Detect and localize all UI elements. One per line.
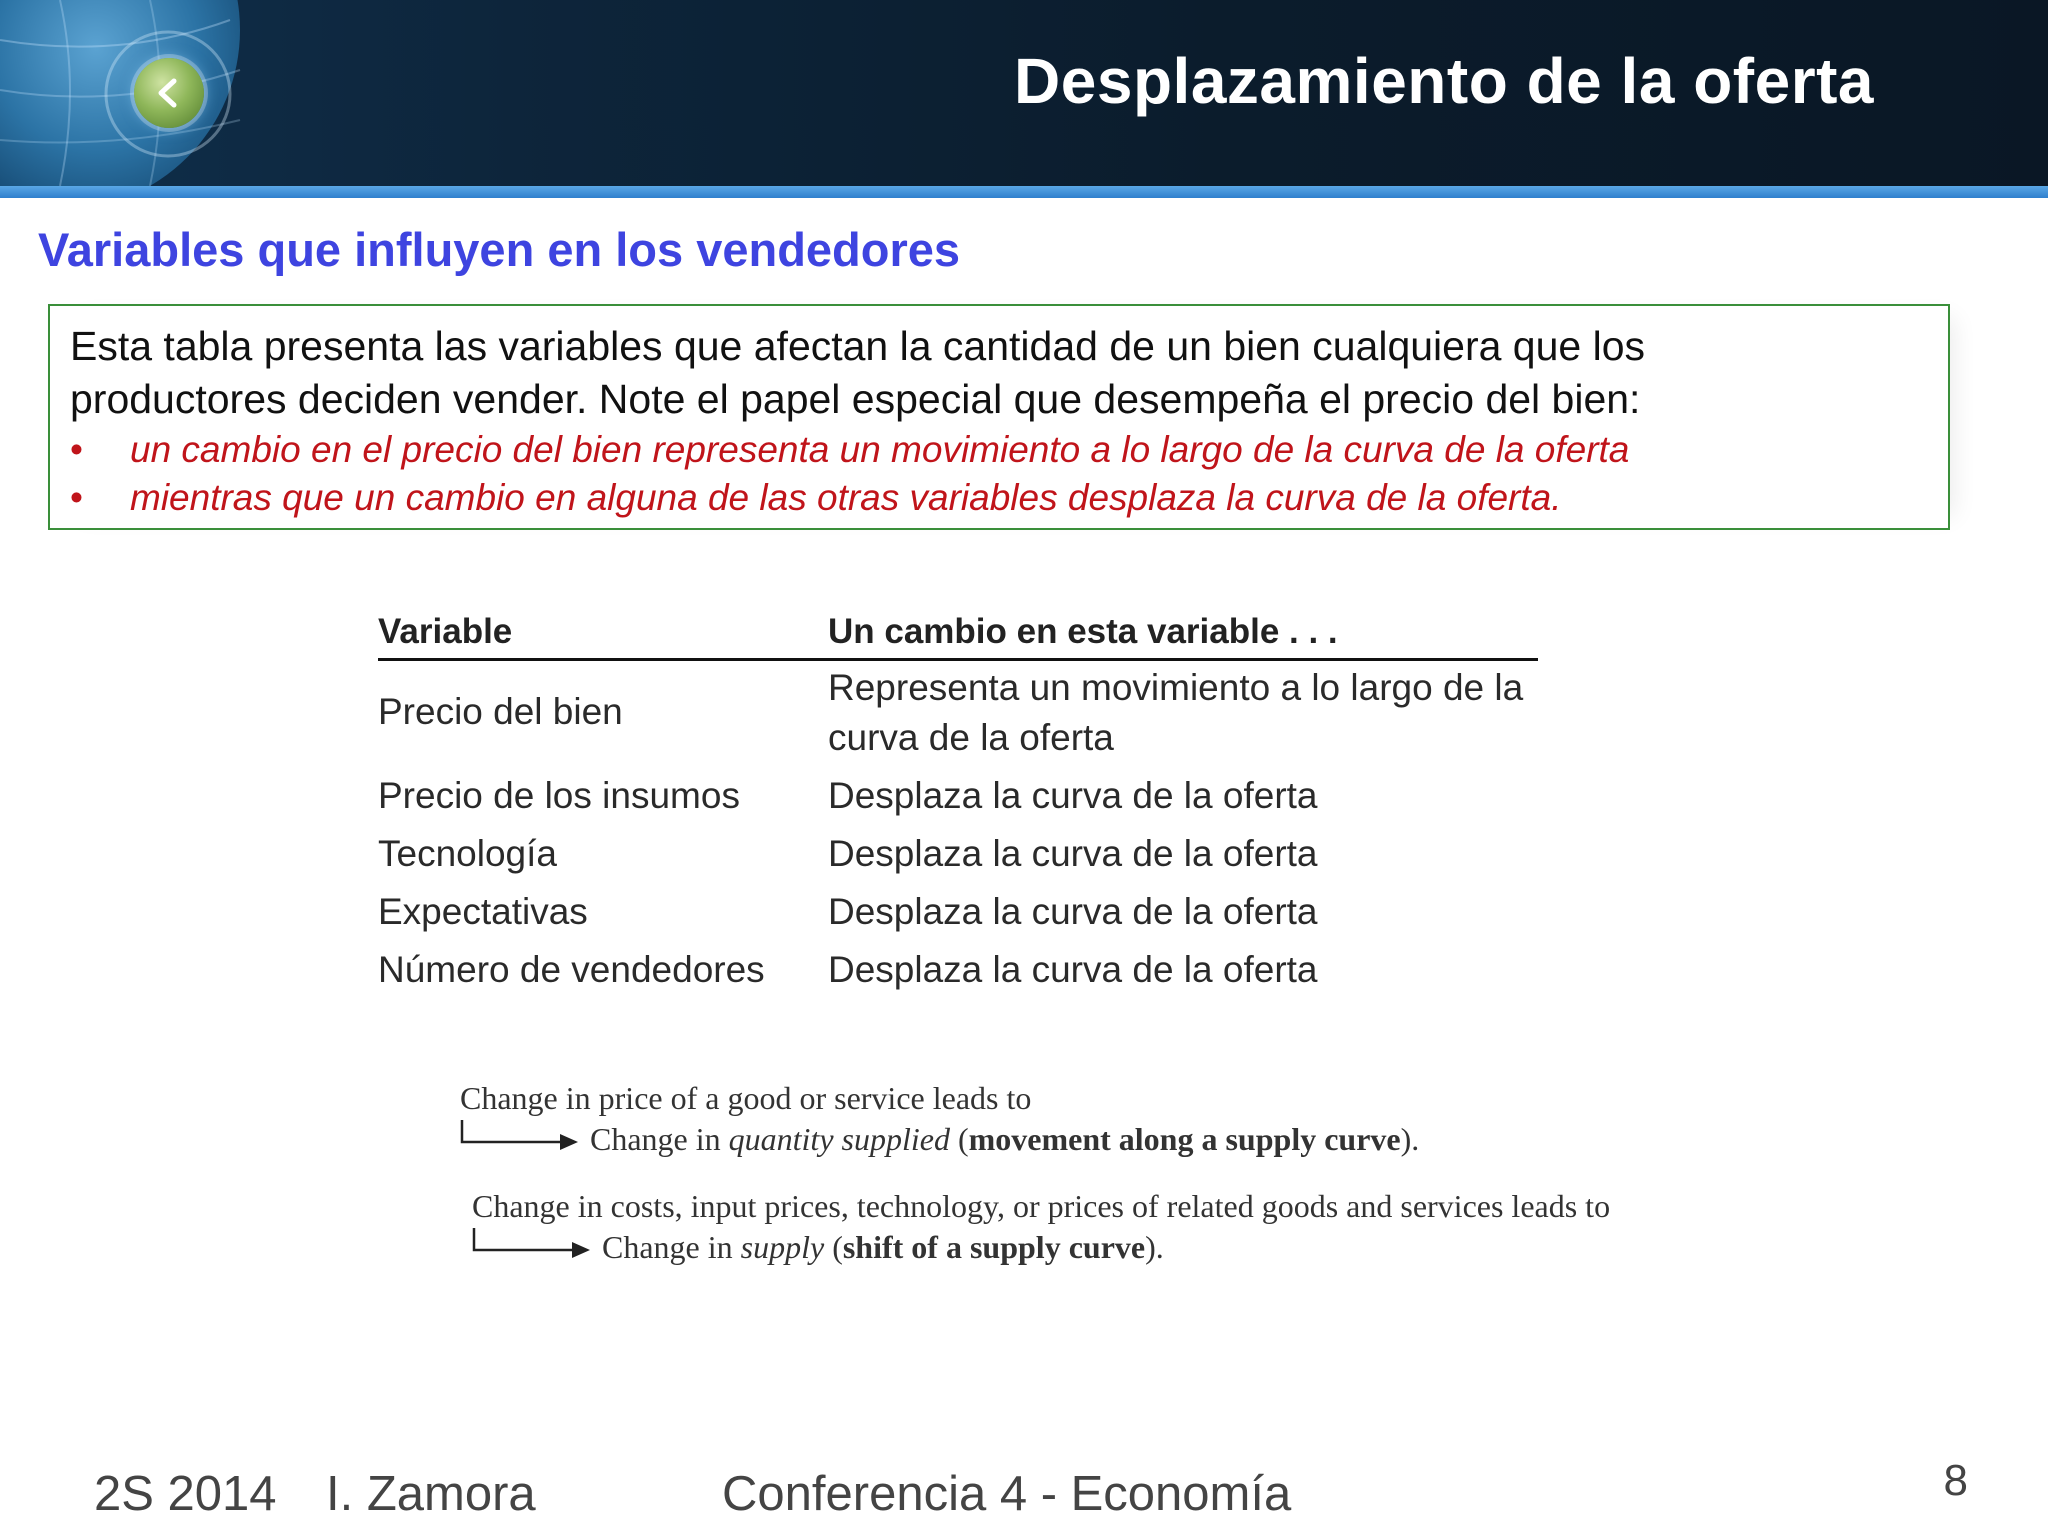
header-effect: Un cambio en esta variable . . . — [828, 612, 1338, 651]
row-effect: Desplaza la curva de la oferta — [828, 833, 1318, 874]
table-header — [378, 612, 1538, 661]
elbow-arrow-icon — [472, 1228, 592, 1258]
row-effect — [828, 663, 1528, 771]
footer-author: I. Zamora — [326, 1467, 536, 1521]
footer-term: 2S 2014 — [94, 1467, 277, 1521]
footer-conference: Conferencia 4 - Economía — [722, 1467, 1292, 1521]
intro-box — [48, 304, 1950, 530]
bullet-icon: • — [70, 477, 83, 518]
row-variable: Precio del bien — [378, 691, 623, 732]
variables-table — [378, 612, 1538, 1003]
row-variable: Precio de los insumos — [378, 775, 740, 816]
note-result-explanation: shift of a supply curve — [842, 1229, 1146, 1265]
note-lead: Change in costs, input prices, technology, or prices of related goods and services leads to — [472, 1188, 1611, 1224]
header-divider — [0, 186, 2048, 198]
note-result-term: quantity supplied — [728, 1121, 950, 1157]
row-variable: Número de vendedores — [378, 949, 765, 990]
row-effect: Desplaza la curva de la oferta — [828, 775, 1318, 816]
header-variable: Variable — [378, 612, 513, 651]
chevron-left-icon — [149, 73, 189, 113]
bullet-item — [70, 474, 1928, 522]
price-change-note — [460, 1080, 1419, 1158]
table-row — [378, 887, 1538, 945]
note-result-explanation: movement along a supply curve — [968, 1121, 1401, 1157]
row-effect-line: curva de la oferta — [828, 717, 1114, 758]
note-result-open: ( — [824, 1229, 843, 1265]
bullet-item — [70, 426, 1928, 474]
table-row — [378, 829, 1538, 887]
note-result-term: supply — [740, 1229, 825, 1265]
row-effect: Desplaza la curva de la oferta — [828, 949, 1318, 990]
back-button[interactable] — [134, 58, 204, 128]
slide-title: Desplazamiento de la oferta — [1014, 45, 1874, 117]
bullet-text: mientras que un cambio en alguna de las otras variables desplaza la curva de la oferta. — [130, 477, 1562, 518]
note-result-open: ( — [949, 1121, 969, 1157]
row-effect: Desplaza la curva de la oferta — [828, 891, 1318, 932]
intro-line-1: Esta tabla presenta las variables que afectan la cantidad de un bien cualquiera que los — [70, 323, 1646, 369]
table-row — [378, 945, 1538, 1003]
note-result-prefix: Change in — [590, 1121, 729, 1157]
slide-header — [0, 0, 2048, 186]
bullet-text: un cambio en el precio del bien representa un movimiento a lo largo de la curva de la oferta — [130, 429, 1630, 470]
intro-line-2: productores deciden vender. Note el papel especial que desempeña el precio del bien: — [70, 376, 1641, 422]
note-lead: Change in price of a good or service leads to — [460, 1080, 1032, 1116]
row-variable: Expectativas — [378, 891, 588, 932]
note-result-prefix: Change in — [602, 1229, 741, 1265]
elbow-arrow-icon — [460, 1120, 580, 1150]
note-result — [460, 1121, 1419, 1158]
bullet-icon: • — [70, 429, 83, 470]
note-result — [472, 1229, 1610, 1266]
row-effect-line: Representa un movimiento a lo largo de la — [828, 667, 1524, 708]
note-result-close: ). — [1400, 1121, 1420, 1157]
slide-subtitle: Variables que influyen en los vendedores — [38, 223, 961, 276]
intro-bullets — [70, 426, 1928, 522]
row-variable: Tecnología — [378, 833, 557, 874]
note-result-close: ). — [1145, 1229, 1164, 1265]
table-row — [378, 771, 1538, 829]
page-number: 8 — [1943, 1456, 1968, 1505]
globe-grid-icon — [0, 0, 260, 186]
cost-change-note — [472, 1188, 1610, 1266]
table-row — [378, 661, 1538, 771]
